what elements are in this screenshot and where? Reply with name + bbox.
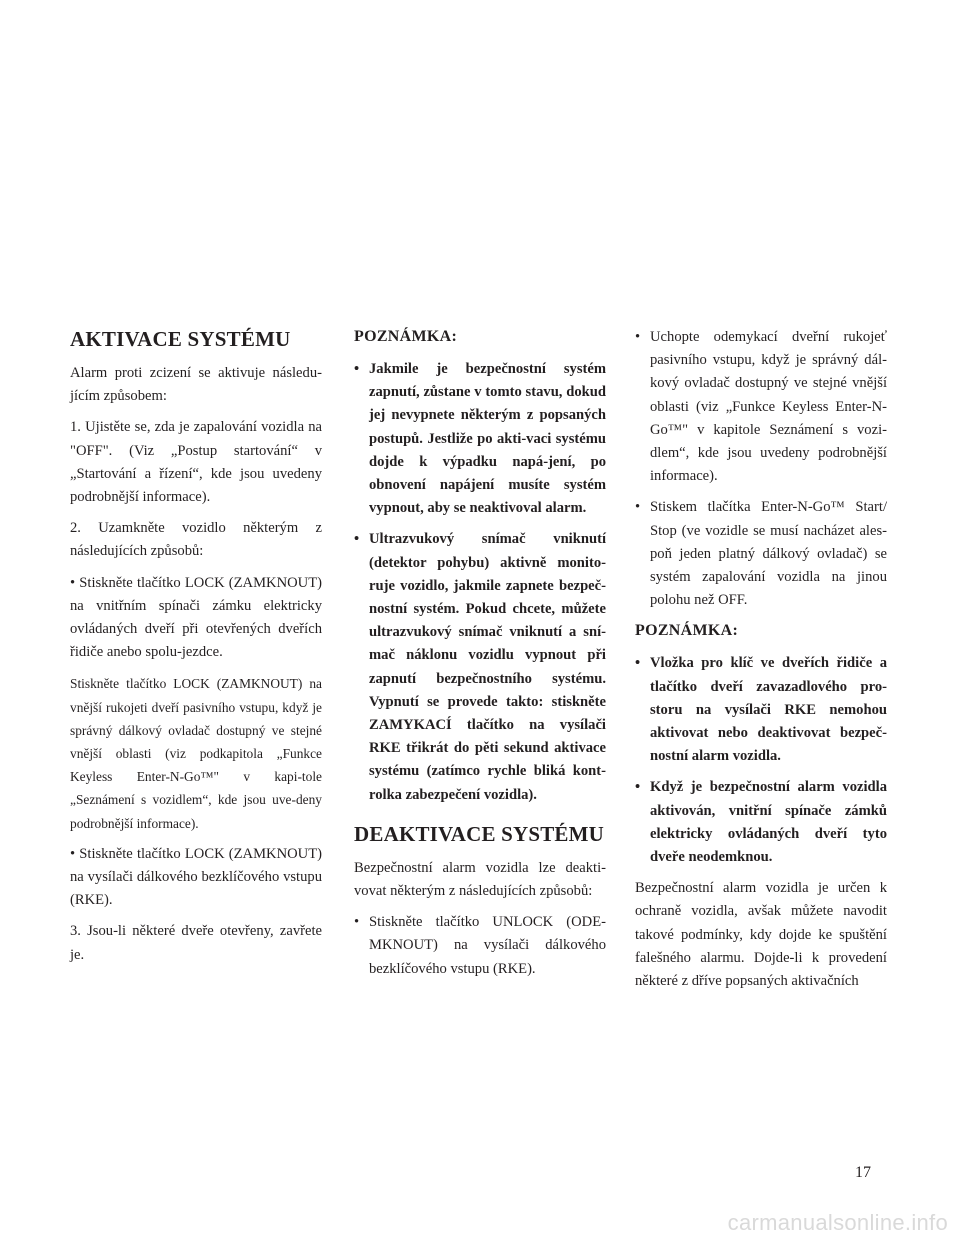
column-left (70, 326, 322, 975)
paragraph: Bezpečnostní alarm vozidla lze deakti-vovat některým z následujících způsobů: (354, 859, 606, 900)
note-item: • Když je bezpečnostní alarm vozidla aktivován, vnitřní spínače zámků elektricky ovládaných dveří tyto dveře neodemknou. (635, 776, 887, 869)
step-2: 2. Uzamkněte vozidlo některým z následujících způsobů: (70, 520, 322, 560)
note-heading: POZNÁMKA: (635, 622, 739, 640)
lock-method-interior: • Stiskněte tlačítko LOCK (ZAMKNOUT) na vnitřním spínači zámku elektricky ovládaných dveří při otevřených dveřích řidiče anebo spolu-jezdce. (70, 574, 322, 661)
step-3: 3. Jsou-li některé dveře otevřeny, zavřete je. (70, 923, 322, 963)
note-item: • Vložka pro klíč ve dveřích řidiče a tlačítko dveří zavazadlového pro-storu na vysílači RKE nemohou aktivovat nebo deaktivovat bezpeč-nostní alarm vozidla. (635, 652, 887, 768)
column-right (635, 326, 887, 1001)
paragraph: Bezpečnostní alarm vozidla je určen k ochraně vozidla, avšak můžete navodit takové podmínky, kdy dojde ke spuštění falešného alarmu. Dojde-li k provedení některé z dříve popsaných aktivačních (635, 880, 887, 990)
note-heading: POZNÁMKA: (354, 328, 458, 345)
deactivation-method: • Stiskem tlačítka Enter-N-Go™ Start/ Stop (ve vozidle se musí nacházet ales-poň jeden platný dálkový ovladač) se systém zapalování vozidla na jinou polohu než OFF. (635, 496, 887, 612)
watermark: carmanualsonline.info (727, 1210, 948, 1235)
note-item: • Ultrazvukový snímač vniknutí (detektor pohybu) aktivně monito-ruje vozidlo, jakmile zapnete bezpeč-nostní systém. Pokud chcete, můžete ultrazvukový snímač vniknutí a sní-mač náklonu vozidlu vypnout při zapnutí bezpečnostního systému. Vypnutí se provede takto: stiskněte ZAMYKACÍ tlačítko na vysílači RKE třikrát do pěti sekund aktivace systému (zatímco rychle bliká kont-rolka zabezpečení vozidla). (354, 528, 606, 806)
lock-method-rke: • Stiskněte tlačítko LOCK (ZAMKNOUT) na vysílači dálkového bezklíčového vstupu (RKE). (70, 845, 322, 909)
lock-method-passive: Stiskněte tlačítko LOCK (ZAMKNOUT) na vnější rukojeti dveří pasivního vstupu, když je správný dálkový ovladač dostupný ve stejné vnější oblasti (viz podkapitola „Funkce Keyless Enter-N-Go™" v kapi-tole „Seznámení s vozidlem“, kde jsou uve-deny podrobnější informace). (70, 676, 322, 831)
section-heading-deactivation: DEAKTIVACE SYSTÉMU (354, 821, 605, 846)
note-item: • Jakmile je bezpečnostní systém zapnutí, zůstane v tomto stavu, dokud jej nevypnete některým z popsaných postupů. Jestliže po akti-vaci systému dojde k výpadku napá-jení, po obnovení napájení musíte systém vypnout, aby se neaktivoval alarm. (354, 358, 606, 520)
paragraph: Alarm proti zcizení se aktivuje následu-jícím způsobem: (70, 365, 322, 405)
deactivation-method: • Stiskněte tlačítko UNLOCK (ODE-MKNOUT) na vysílači dálkového bezklíčového vstupu (RKE). (354, 911, 606, 981)
section-heading-activation: AKTIVACE SYSTÉMU (70, 327, 291, 351)
page-number: 17 (855, 1164, 871, 1181)
column-middle (354, 326, 606, 989)
deactivation-method: • Uchopte odemykací dveřní rukojeť pasivního vstupu, když je správný dál-kový ovladač dostupný ve stejné vnější oblasti (viz „Funkce Keyless Enter-N-Go™" v kapitole Seznámení s vozi-dlem“, kde jsou uvedeny podrobnější informace). (635, 326, 887, 488)
step-1: 1. Ujistěte se, zda je zapalování vozidla na "OFF". (Viz „Postup startování“ v „Startování a řízení“, kde jsou uvedeny podrobnější informace). (70, 419, 322, 506)
